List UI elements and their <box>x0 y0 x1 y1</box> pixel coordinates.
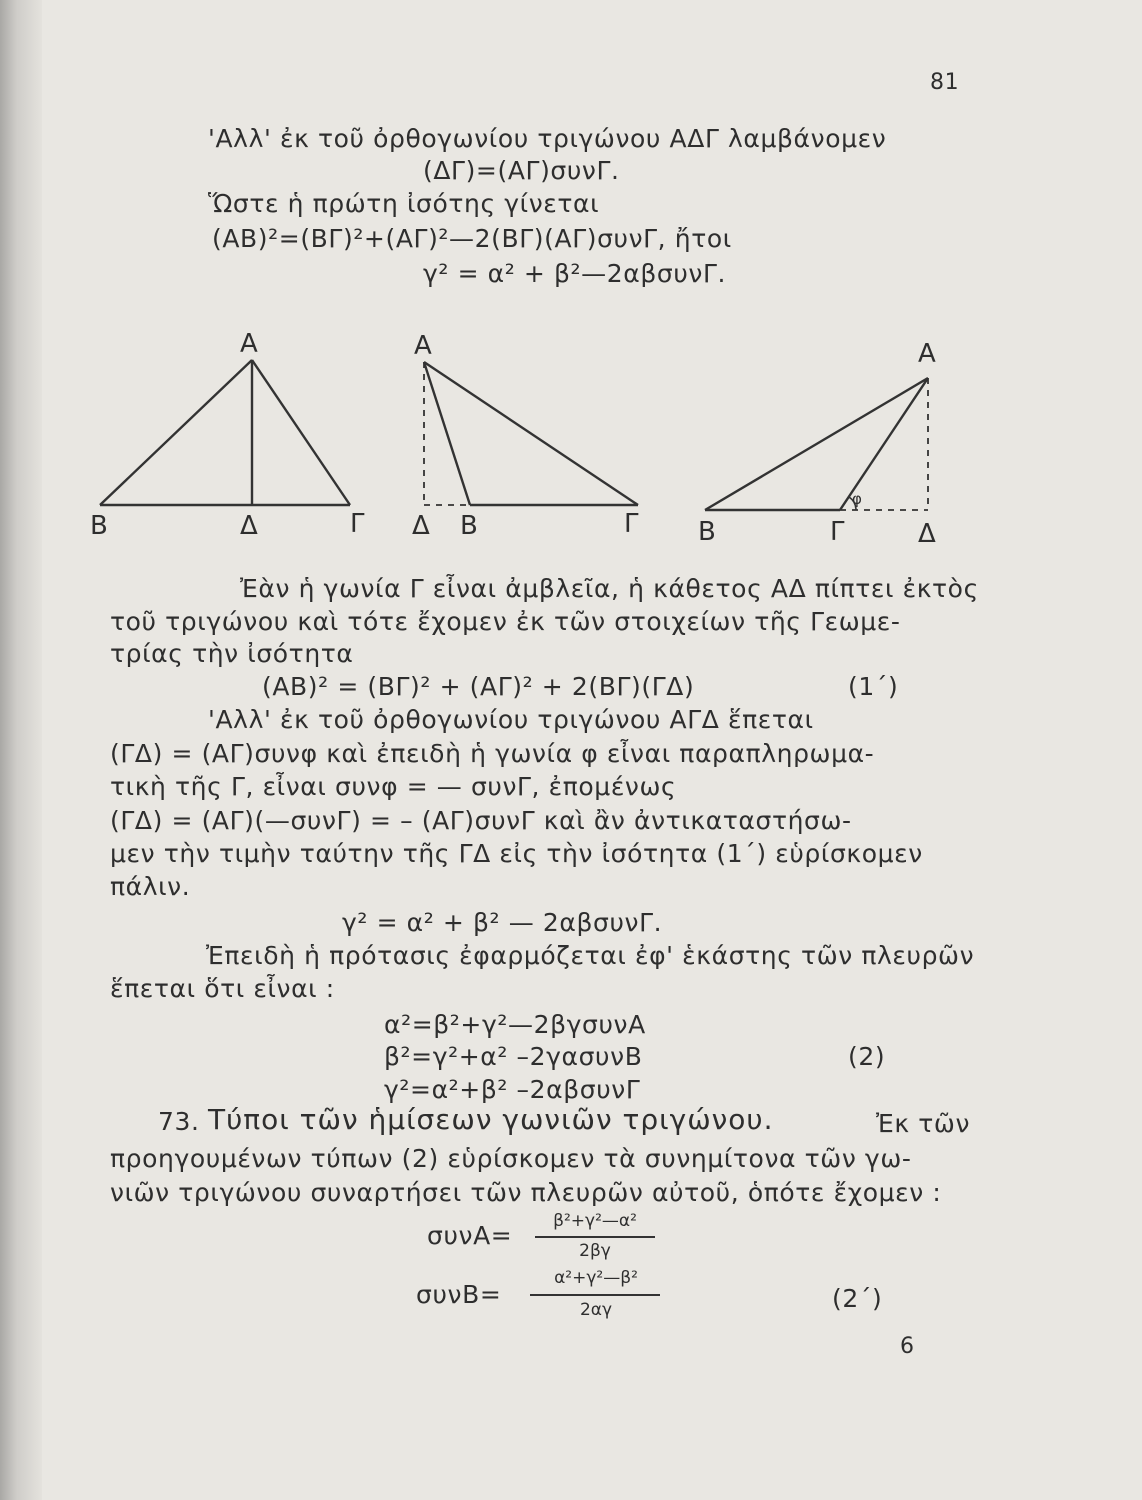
system-equation-1: α²=β²+γ²—2βγσυνΑ <box>384 1010 646 1039</box>
formula-1-denominator: 2βγ <box>579 1241 611 1261</box>
formula-1-lhs: συνΑ= <box>427 1221 513 1250</box>
system-equation-3: γ²=α²+β² –2αβσυνΓ <box>384 1075 641 1104</box>
fig2-label-D: Δ <box>412 511 430 541</box>
equation-number: (1΄) <box>848 672 899 701</box>
equation-line: (ΑΒ)² = (ΒΓ)² + (ΑΓ)² + 2(ΒΓ)(ΓΔ) <box>262 672 695 701</box>
text-line: 'Αλλ' ἐκ τοῦ ὀρθογωνίου τριγώνου ΑΓΔ ἕπεται <box>208 705 814 734</box>
text-line: πάλιν. <box>110 872 191 901</box>
text-line: ἕπεται ὅτι εἶναι : <box>110 974 335 1003</box>
fig2-label-G: Γ <box>624 509 639 539</box>
formula-2-fraction-bar <box>530 1294 660 1296</box>
text-line: προηγουμένων τύπων (2) εὑρίσκομεν τὰ συνημίτονα τῶν γω- <box>110 1144 912 1173</box>
page-number: 81 <box>930 70 960 95</box>
fig1-label-B: Β <box>90 511 108 541</box>
fig1-label-A: Α <box>240 329 258 359</box>
equation-line: (ΑΒ)²=(ΒΓ)²+(ΑΓ)²—2(ΒΓ)(ΑΓ)συνΓ, ἤτοι <box>212 224 732 253</box>
fig3-label-phi: φ <box>852 490 862 508</box>
text-line: τικὴ τῆς Γ, εἶναι συνφ = — συνΓ, ἐπομένως <box>110 772 677 801</box>
text-line: (ΓΔ) = (ΑΓ)(—συνΓ) = – (ΑΓ)συνΓ καὶ ἂν ἀντικαταστήσω- <box>110 806 852 835</box>
fig3-label-A: Α <box>918 339 936 369</box>
fig3-label-B: Β <box>698 517 716 547</box>
triangle-figures <box>0 320 1142 580</box>
text-line: νιῶν τριγώνου συναρτήσει τῶν πλευρῶν αὐτοῦ, ὁπότε ἔχομεν : <box>110 1178 942 1207</box>
formula-2-numerator: α²+γ²—β² <box>554 1268 638 1288</box>
text-line: (ΓΔ) = (ΑΓ)συνφ καὶ ἐπειδὴ ἡ γωνία φ εἶναι παραπληρωμα- <box>110 739 875 768</box>
fig2-side-AB <box>424 362 470 505</box>
equation-line: γ² = α² + β² — 2αβσυνΓ. <box>342 908 663 937</box>
text-line: 'Αλλ' ἐκ τοῦ ὀρθογωνίου τριγώνου ΑΔΓ λαμβάνομεν <box>208 124 887 153</box>
fig2-label-B: Β <box>460 511 478 541</box>
fig1-label-G: Γ <box>350 509 365 539</box>
fig2-side-AG <box>424 362 638 505</box>
equation-line: γ² = α² + β²—2αβσυνΓ. <box>423 259 727 288</box>
formula-label: (2΄) <box>832 1284 883 1313</box>
text-line: Ἐκ τῶν <box>876 1109 971 1138</box>
fig3-label-D: Δ <box>918 519 936 549</box>
text-line: μεν τὴν τιμὴν ταύτην τῆς ΓΔ εἰς τὴν ἰσότητα (1΄) εὑρίσκομεν <box>110 839 923 868</box>
text-line: τρίας τὴν ἰσότητα <box>110 639 354 668</box>
formula-2-lhs: συνΒ= <box>416 1280 502 1309</box>
text-line: Ὥστε ἡ πρώτη ἰσότης γίνεται <box>208 189 600 218</box>
fig1-side-AG <box>252 360 350 505</box>
formula-1-fraction-bar <box>535 1236 655 1238</box>
text-line: Ἐπειδὴ ἡ πρότασις ἐφαρμόζεται ἐφ' ἑκάστης τῶν πλευρῶν <box>206 941 975 970</box>
equation-line: (ΔΓ)=(ΑΓ)συνΓ. <box>423 156 620 185</box>
fig3-side-AB <box>705 378 928 510</box>
text-line: Ἐὰν ἡ γωνία Γ εἶναι ἀμβλεῖα, ἡ κάθετος ΑΔ πίπτει ἐκτὸς <box>240 574 979 603</box>
fig3-label-G: Γ <box>830 517 845 547</box>
text-line: τοῦ τριγώνου καὶ τότε ἔχομεν ἐκ τῶν στοιχείων τῆς Γεωμε- <box>110 607 901 636</box>
system-label: (2) <box>848 1042 886 1071</box>
fig1-label-D: Δ <box>240 511 258 541</box>
fig2-label-A: Α <box>414 331 432 361</box>
signature-number: 6 <box>900 1334 915 1359</box>
section-number: 73. <box>158 1107 200 1136</box>
formula-1-numerator: β²+γ²—α² <box>553 1211 637 1231</box>
system-equation-2: β²=γ²+α² –2γασυνΒ <box>384 1042 643 1071</box>
formula-2-denominator: 2αγ <box>579 1300 613 1320</box>
section-heading: Τύποι τῶν ἡμίσεων γωνιῶν τριγώνου. <box>208 1103 774 1136</box>
fig1-side-AB <box>100 360 252 505</box>
